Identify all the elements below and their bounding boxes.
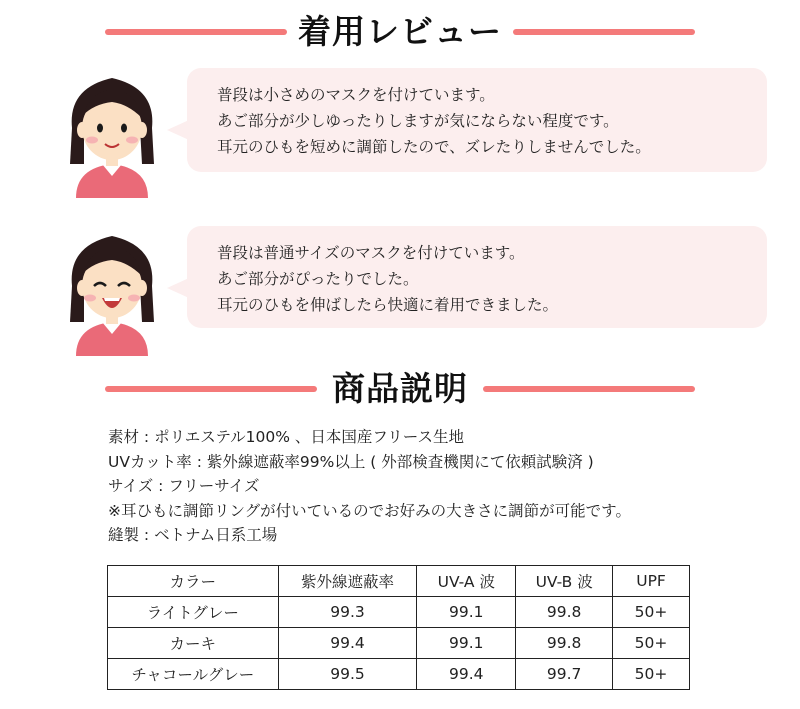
cell-color: チャコールグレー	[108, 659, 279, 690]
cell-uv-shield-rate: 99.4	[278, 628, 417, 659]
description-sewing: 縫製 : ベトナム日系工場	[108, 526, 278, 544]
table-row	[108, 659, 690, 690]
review-item-2	[0, 226, 800, 356]
review-bubble-2	[187, 226, 767, 328]
woman-smiling-avatar-icon	[62, 68, 162, 198]
table-row	[108, 628, 690, 659]
spec-table	[107, 565, 690, 690]
cell-uv-shield-rate: 99.5	[278, 659, 417, 690]
header-uva: UV-A 波	[417, 566, 516, 597]
product-section-header	[0, 364, 800, 414]
description-size: サイズ : フリーサイズ	[108, 477, 260, 495]
review-2-line-3: 耳元のひもを伸ばしたら快適に着用できました。	[217, 296, 559, 314]
cell-uva: 99.1	[417, 628, 516, 659]
review-2-line-2: あご部分がぴったりでした。	[217, 270, 419, 288]
cell-upf: 50+	[613, 659, 690, 690]
review-section-header	[0, 7, 800, 57]
review-item-1	[0, 68, 800, 198]
review-2-line-1: 普段は普通サイズのマスクを付けています。	[217, 244, 525, 262]
cell-uvb: 99.8	[516, 628, 613, 659]
header-uv-shield-rate: 紫外線遮蔽率	[278, 566, 417, 597]
woman-laughing-avatar-icon	[62, 226, 162, 356]
description-material: 素材 : ポリエステル100% 、日本国産フリース生地	[108, 428, 465, 446]
header-color: カラー	[108, 566, 279, 597]
header-uvb: UV-B 波	[516, 566, 613, 597]
cell-uva: 99.1	[417, 597, 516, 628]
cell-uvb: 99.7	[516, 659, 613, 690]
review-1-line-3: 耳元のひもを短めに調節したので、ズレたりしませんでした。	[217, 138, 651, 156]
cell-color: カーキ	[108, 628, 279, 659]
review-bubble-1	[187, 68, 767, 172]
description-ear-strap-note: ※耳ひもに調節リングが付いているのでお好みの大きさに調節が可能です。	[108, 501, 631, 520]
review-1-line-2: あご部分が少しゆったりしますが気にならない程度です。	[217, 112, 619, 130]
description-uv-cut: UVカット率 : 紫外線遮蔽率99%以上 ( 外部検査機関にて依頼試験済 )	[108, 452, 594, 471]
cell-uvb: 99.8	[516, 597, 613, 628]
cell-uva: 99.4	[417, 659, 516, 690]
cell-upf: 50+	[613, 597, 690, 628]
cell-upf: 50+	[613, 628, 690, 659]
product-section-title: 商品説明	[332, 369, 468, 408]
header-upf: UPF	[613, 566, 690, 597]
cell-uv-shield-rate: 99.3	[278, 597, 417, 628]
table-header-row	[108, 566, 690, 597]
product-description	[108, 425, 631, 548]
table-row	[108, 597, 690, 628]
review-1-line-1: 普段は小さめのマスクを付けています。	[217, 86, 495, 104]
cell-color: ライトグレー	[108, 597, 279, 628]
review-section-title: 着用レビュー	[298, 12, 502, 51]
